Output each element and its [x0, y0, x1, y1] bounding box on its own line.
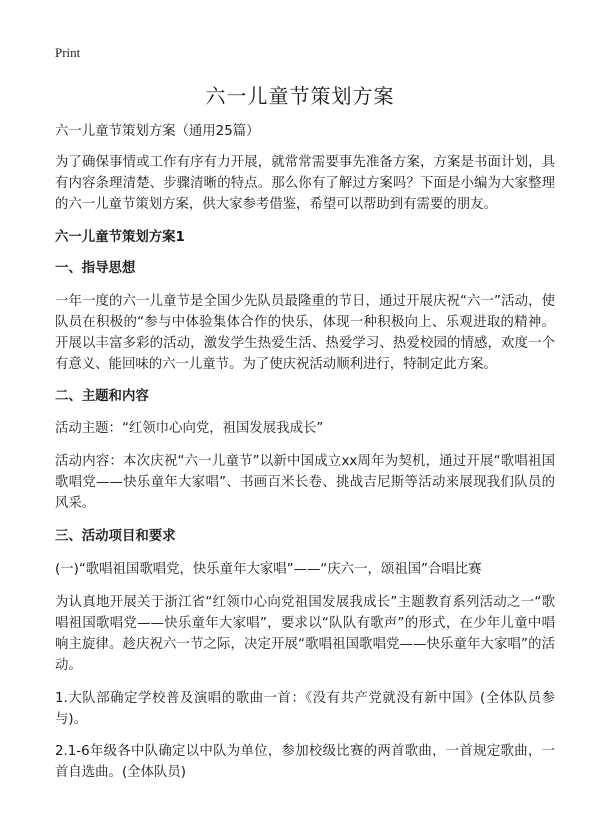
document-body [55, 121, 555, 783]
paragraph-guiding-ideology: 一年一度的六一儿童节是全国少先队员最隆重的节日，通过开展庆祝“六一”活动，使队员在积极的“参与中体验集体合作的快乐，体现一种积极向上、乐观进取的精神。开展以丰富多彩的活动，激发学生热爱生活、热爱学习、热爱校园的情感，欢度一个有意义、能回味的六一儿童节。为了使庆祝活动顺利进行，特制定此方案。 [55, 294, 555, 372]
document-subtitle: 六一儿童节策划方案（通用25篇） [55, 124, 260, 139]
heading-theme-content: 二、主题和内容 [55, 389, 149, 404]
paragraph-activity-one: (一)“歌唱祖国歌唱党，快乐童年大家唱”——“庆六一，颂祖国”合唱比赛 [55, 562, 482, 577]
heading-activities: 三、活动项目和要求 [55, 529, 176, 544]
intro-paragraph: 为了确保事情或工作有序有力开展，就常常需要事先准备方案，方案是书面计划，具有内容条理清楚、步骤清晰的特点。那么你有了解过方案吗？下面是小编为大家整理的六一儿童节策划方案，供大家参考借鉴，希望可以帮助到有需要的朋友。 [55, 155, 555, 212]
print-link[interactable]: Print [55, 45, 81, 60]
section-title: 六一儿童节策划方案1 [55, 230, 185, 245]
paragraph-content: 活动内容：本次庆祝“六一儿童节”以新中国成立xx周年为契机，通过开展“歌唱祖国歌唱党——快乐童年大家唱”、书画百米长卷、挑战吉尼斯等活动来展现我们队员的风采。 [55, 454, 555, 511]
paragraph-activity-description: 为认真地开展关于浙江省“红领巾心向党祖国发展我成长”主题教育系列活动之一“歌唱祖国歌唱党——快乐童年大家唱”，要求以“队队有歌声”的形式，在少年儿童中唱响主旋律。趁庆祝六一节之际，决定开展“歌唱祖国歌唱党——快乐童年大家唱”的活动。 [55, 595, 555, 673]
list-item-2: 2.1-6年级各中队确定以中队为单位，参加校级比赛的两首歌曲，一首规定歌曲，一首自选曲。(全体队员) [55, 744, 555, 780]
document-title: 六一儿童节策划方案 [205, 84, 395, 108]
paragraph-theme: 活动主题：“红领巾心向党，祖国发展我成长” [55, 421, 324, 436]
heading-guiding-ideology: 一、指导思想 [55, 261, 136, 276]
list-item-1: 1.大队部确定学校普及演唱的歌曲一首：《没有共产党就没有新中国》(全体队员参与)。 [55, 691, 555, 727]
